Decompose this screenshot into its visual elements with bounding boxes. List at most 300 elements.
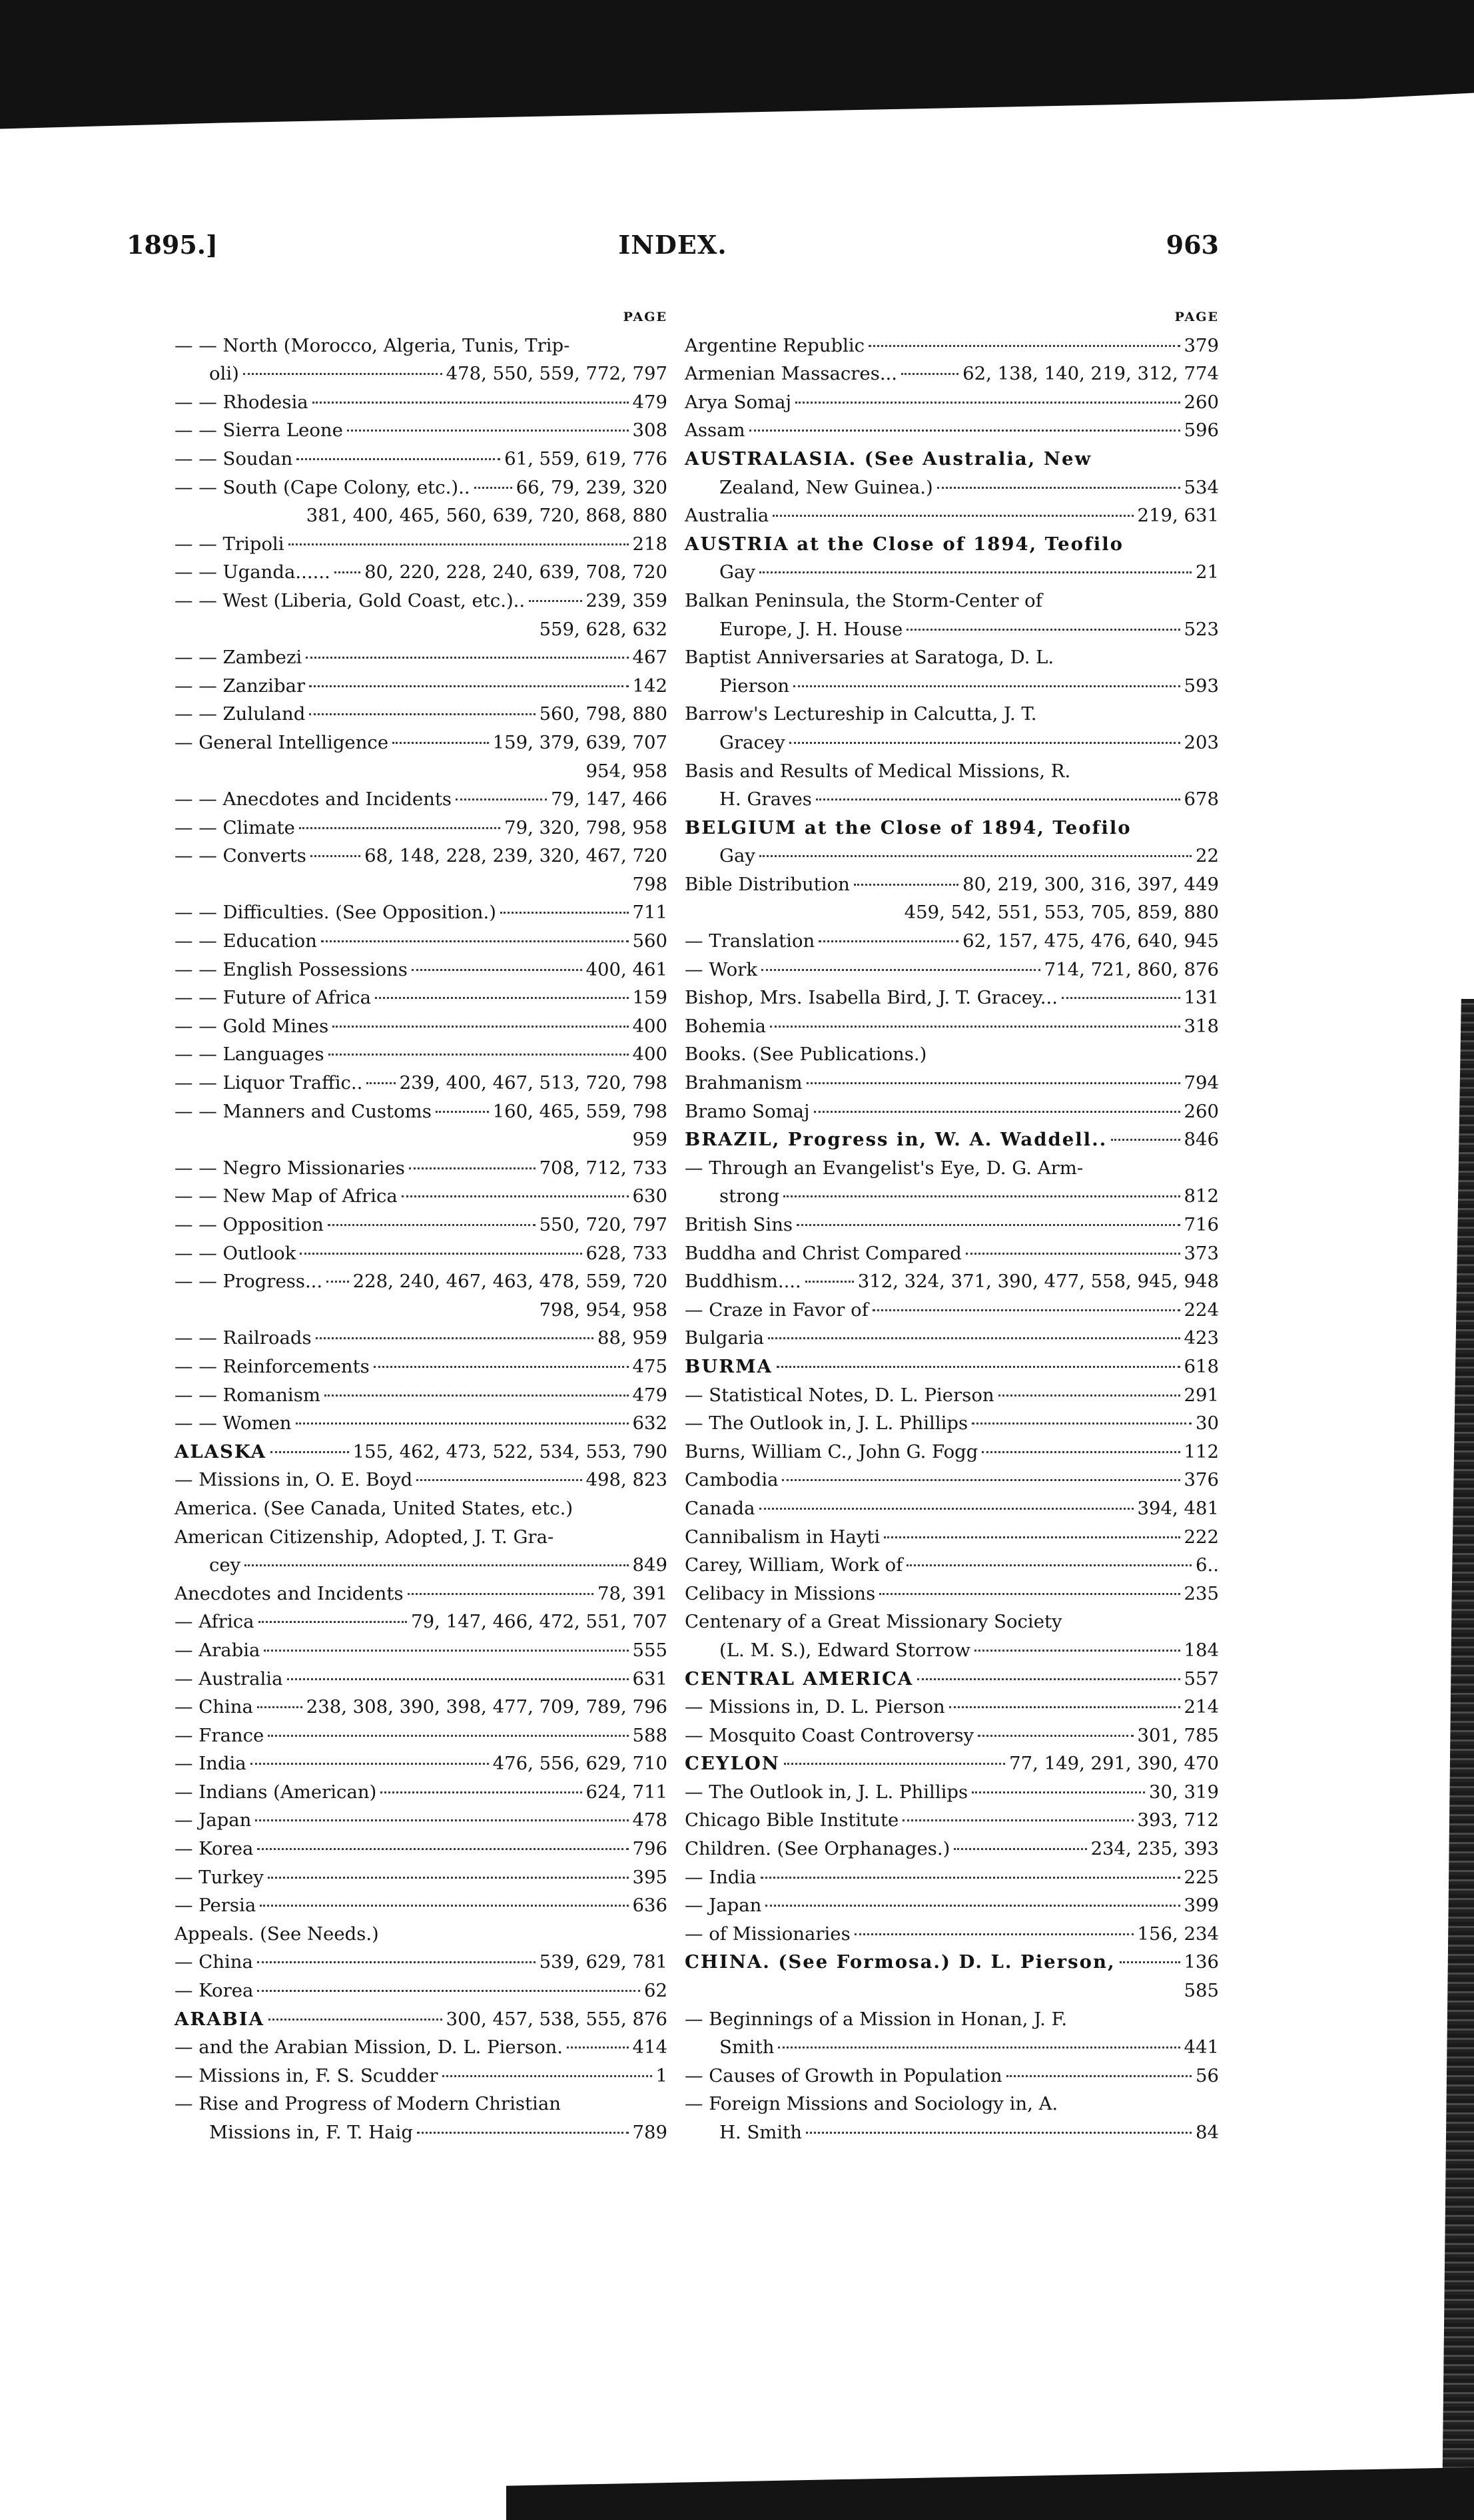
entry-pages: 142 (632, 675, 667, 697)
dot-leader (1111, 1139, 1180, 1141)
scan-dark-margin-top (0, 0, 1474, 150)
dot-leader (854, 884, 958, 886)
entry-pages: 308 (632, 420, 667, 442)
entry-pages: 557 (1184, 1668, 1219, 1690)
entry-title: cey (209, 1554, 241, 1576)
dot-leader (978, 1735, 1133, 1737)
dot-leader (807, 1082, 1180, 1084)
dot-leader (268, 1877, 629, 1879)
entry-title: ALASKA (175, 1440, 266, 1462)
entry-pages: 80, 220, 228, 240, 639, 708, 720 (364, 561, 667, 583)
entry-pages: 156, 234 (1137, 1923, 1219, 1945)
entry-title: Centenary of a Great Missionary Society (685, 1611, 1062, 1633)
entry-title: CHINA. (See Formosa.) D. L. Pierson, (685, 1951, 1116, 1973)
entry-pages: 796 (632, 1838, 667, 1860)
index-entry (685, 332, 1219, 360)
dot-leader (761, 1877, 1180, 1879)
entry-title: Argentine Republic (685, 334, 865, 356)
index-entry (175, 898, 667, 927)
entry-pages: 379 (1184, 334, 1219, 356)
index-entry (175, 332, 667, 360)
dot-leader (768, 1337, 1180, 1339)
entry-pages: 400 (632, 1044, 667, 1066)
dot-leader (392, 742, 488, 744)
entry-pages: 794 (1184, 1072, 1219, 1094)
running-header (127, 230, 1219, 270)
index-entry (175, 1722, 667, 1750)
dot-leader (270, 1451, 349, 1453)
entry-title: CEYLON (685, 1753, 780, 1775)
entry-pages: 708, 712, 733 (539, 1157, 667, 1179)
dot-leader (347, 430, 629, 432)
entry-title: ARABIA (175, 2008, 264, 2030)
index-entry (685, 1891, 1219, 1920)
entry-title: — Craze in Favor of (685, 1299, 869, 1321)
entry-title: — — Soudan (175, 448, 293, 470)
entry-pages: 400 (632, 1015, 667, 1037)
entry-title: Armenian Massacres... (685, 363, 898, 385)
index-entry (685, 2005, 1219, 2034)
entry-pages: 238, 308, 390, 398, 477, 709, 789, 796 (306, 1696, 667, 1718)
entry-title: — — Climate (175, 816, 295, 838)
index-entry-continuation (175, 870, 667, 899)
index-heading-entry (175, 1438, 667, 1466)
entry-pages: 260 (1184, 1100, 1219, 1122)
entry-pages: 159, 379, 639, 707 (492, 731, 667, 753)
index-entry (175, 814, 667, 842)
index-entry (175, 1806, 667, 1835)
index-entry (175, 1069, 667, 1098)
entry-pages: 478 (632, 1809, 667, 1831)
index-entry (175, 445, 667, 473)
entry-pages: 624, 711 (585, 1781, 667, 1803)
entry-pages: 1 (655, 2064, 667, 2086)
dot-leader (328, 1054, 629, 1056)
dot-leader (436, 1111, 489, 1113)
index-entry-continuation (175, 1296, 667, 1325)
entry-pages: 68, 148, 228, 239, 320, 467, 720 (364, 845, 667, 867)
entry-pages: 716 (1184, 1214, 1219, 1235)
dot-leader (855, 1933, 1134, 1935)
dot-leader (244, 1564, 628, 1566)
index-entry (175, 473, 667, 502)
index-entry-continuation (685, 898, 1219, 927)
entry-title: America. (See Canada, United States, etc.) (175, 1497, 573, 1519)
index-entry (685, 1296, 1219, 1325)
entry-title: Chicago Bible Institute (685, 1809, 899, 1831)
dot-leader (789, 742, 1180, 744)
index-entry (175, 1239, 667, 1268)
entry-pages: 618 (1184, 1355, 1219, 1377)
entry-pages: 301, 785 (1137, 1724, 1219, 1746)
index-entry (685, 1693, 1219, 1722)
entry-title: Pierson (719, 675, 790, 697)
entry-title: — — Tripoli (175, 533, 284, 555)
entry-pages: 630 (632, 1185, 667, 1207)
entry-pages: 62, 157, 475, 476, 640, 945 (962, 930, 1219, 952)
entry-title: — Through an Evangelist's Eye, D. G. Arm- (685, 1157, 1084, 1179)
entry-pages: 318 (1184, 1015, 1219, 1037)
entry-pages: 373 (1184, 1242, 1219, 1264)
dot-leader (1120, 1961, 1180, 1963)
index-entry (175, 2062, 667, 2090)
entry-title: — China (175, 1696, 253, 1718)
index-entry (175, 416, 667, 445)
index-entry (685, 2090, 1219, 2118)
dot-leader (309, 713, 535, 715)
dot-leader (260, 1905, 628, 1907)
entry-title: — — Reinforcements (175, 1355, 370, 1377)
index-heading-entry (685, 1125, 1219, 1154)
dot-leader (456, 798, 547, 800)
index-entry (685, 1806, 1219, 1835)
index-entry (175, 1098, 667, 1126)
entry-pages: 6.. (1196, 1554, 1219, 1576)
entry-title: — — English Possessions (175, 958, 408, 980)
dot-leader (442, 2075, 652, 2077)
index-entry (175, 1608, 667, 1636)
entry-title: — — Negro Missionaries (175, 1157, 405, 1179)
index-entry (175, 956, 667, 984)
dot-leader (873, 1309, 1180, 1311)
scan-dark-margin-bottom (506, 2467, 1474, 2520)
dot-leader (783, 1195, 1180, 1197)
index-entry (175, 1778, 667, 1807)
entry-pages: 235 (1184, 1582, 1219, 1604)
entry-pages: 849 (632, 1554, 667, 1576)
entry-title: — — Women (175, 1413, 292, 1434)
entry-title: Anecdotes and Incidents (175, 1582, 404, 1604)
header-title: INDEX. (618, 230, 727, 260)
dot-leader (326, 1281, 349, 1283)
dot-leader (816, 798, 1180, 800)
entry-pages: 218 (632, 533, 667, 555)
entry-pages: 155, 462, 473, 522, 534, 553, 790 (352, 1440, 667, 1462)
entry-title: American Citizenship, Adopted, J. T. Gra- (175, 1526, 554, 1548)
entry-title: Gay (719, 561, 755, 583)
dot-leader (288, 543, 629, 545)
entry-title: Bible Distribution (685, 873, 850, 895)
entry-title: Buddha and Christ Compared (685, 1242, 962, 1264)
header-page-number: 963 (1166, 230, 1219, 260)
entry-pages: 159 (632, 987, 667, 1009)
index-entry (685, 501, 1219, 530)
entry-title: — Japan (175, 1809, 252, 1831)
entry-title: H. Graves (719, 788, 812, 810)
dot-leader (310, 855, 360, 857)
index-entry (175, 1665, 667, 1694)
entry-title: — — South (Cape Colony, etc.).. (175, 476, 470, 498)
index-entry (175, 729, 667, 757)
index-entry (685, 1098, 1219, 1126)
dot-leader (998, 1395, 1180, 1397)
entry-pages: 714, 721, 860, 876 (1044, 958, 1219, 980)
entry-pages: 222 (1184, 1526, 1219, 1548)
index-entry (175, 700, 667, 729)
dot-leader (374, 1366, 629, 1368)
entry-pages: 631 (632, 1668, 667, 1690)
index-entry (175, 1636, 667, 1665)
entry-pages: 395 (632, 1866, 667, 1888)
dot-leader (529, 600, 581, 602)
index-entry (175, 1211, 667, 1239)
dot-leader (982, 1451, 1180, 1453)
index-entry (175, 672, 667, 701)
index-entry (685, 587, 1219, 615)
entry-pages: 77, 149, 291, 390, 470 (1009, 1753, 1219, 1775)
index-entry (175, 558, 667, 587)
entry-title: Gracey (719, 731, 785, 753)
index-entry (685, 1409, 1219, 1438)
entry-pages: 636 (632, 1895, 667, 1917)
entry-pages: 498, 823 (585, 1469, 667, 1491)
entry-title: Balkan Peninsula, the Storm-Center of (685, 589, 1042, 611)
index-entry (175, 1580, 667, 1608)
entry-title: Books. (See Publications.) (685, 1044, 927, 1066)
entry-pages: 376 (1184, 1469, 1219, 1491)
entry-title: — India (685, 1866, 757, 1888)
entry-pages: 846 (1184, 1129, 1219, 1151)
entry-pages: 30, 319 (1149, 1781, 1219, 1803)
index-entry (175, 927, 667, 956)
entry-pages: 66, 79, 239, 320 (516, 476, 667, 498)
dot-leader (797, 1224, 1180, 1226)
dot-leader (257, 1848, 628, 1850)
index-entry (685, 388, 1219, 417)
index-entry (175, 1409, 667, 1438)
dot-leader (884, 1536, 1180, 1538)
entry-title: British Sins (685, 1214, 793, 1235)
entry-title: — — Education (175, 930, 317, 952)
dot-leader (819, 940, 958, 942)
entry-pages: 300, 457, 538, 555, 876 (446, 2008, 667, 2030)
entry-title: — — Romanism (175, 1384, 320, 1406)
index-heading-entry (175, 2005, 667, 2034)
index-entry (175, 984, 667, 1012)
dot-leader (287, 1678, 629, 1680)
dot-leader (416, 1479, 581, 1481)
dot-leader (409, 1167, 536, 1169)
dot-leader (974, 1650, 1180, 1652)
entry-pages: 678 (1184, 788, 1219, 810)
entry-title: — Indians (American) (175, 1781, 377, 1803)
dot-leader (972, 1422, 1192, 1424)
dot-leader (1006, 2075, 1192, 2077)
dot-leader (257, 1990, 640, 1992)
index-entry (685, 1239, 1219, 1268)
index-entry-continuation (175, 1125, 667, 1154)
index-entry (685, 1267, 1219, 1296)
entry-title: — The Outlook in, J. L. Phillips (685, 1413, 968, 1434)
entry-title: CENTRAL AMERICA (685, 1668, 914, 1690)
dot-leader (954, 1848, 1086, 1850)
index-entry (175, 2033, 667, 2062)
entry-title: — General Intelligence (175, 731, 389, 753)
index-entry (685, 729, 1219, 757)
entry-pages: 476, 556, 629, 710 (492, 1753, 667, 1775)
index-entry (685, 1182, 1219, 1211)
entry-pages: 88, 959 (597, 1327, 667, 1349)
entry-pages: 414 (632, 2037, 667, 2058)
index-entry (685, 1722, 1219, 1750)
entry-title: Burns, William C., John G. Fogg (685, 1440, 978, 1462)
index-entry (685, 1324, 1219, 1353)
entry-title: — Missions in, D. L. Pierson (685, 1696, 945, 1718)
index-entry (175, 1466, 667, 1494)
entry-title: BRAZIL, Progress in, W. A. Waddell.. (685, 1129, 1108, 1151)
entry-pages: 80, 219, 300, 316, 397, 449 (962, 873, 1219, 895)
entry-pages: 79, 147, 466 (551, 788, 667, 810)
entry-pages: 394, 481 (1137, 1497, 1219, 1519)
entry-title: — — Anecdotes and Incidents (175, 788, 452, 810)
entry-pages: 239, 400, 467, 513, 720, 798 (399, 1072, 667, 1094)
entry-title: — — Outlook (175, 1242, 296, 1264)
index-entry (685, 1012, 1219, 1041)
dot-leader (255, 1819, 628, 1821)
entry-title: BELGIUM at the Close of 1894, Teofilo (685, 816, 1132, 838)
entry-title: — — Gold Mines (175, 1015, 329, 1037)
dot-leader (761, 969, 1040, 971)
index-entry (175, 1381, 667, 1410)
entry-pages: 954, 958 (585, 760, 667, 782)
entry-title: — Arabia (175, 1639, 260, 1661)
dot-leader (250, 1763, 489, 1765)
entry-title: — Missions in, F. S. Scudder (175, 2064, 438, 2086)
entry-title: — — Zanzibar (175, 675, 306, 697)
dot-leader (268, 1735, 628, 1737)
index-entry (685, 1040, 1219, 1069)
entry-pages: 560 (632, 930, 667, 952)
entry-title: oli) (209, 363, 239, 385)
entry-pages: 239, 359 (585, 589, 667, 611)
dot-leader (765, 1905, 1180, 1907)
entry-title: — China (175, 1951, 253, 1973)
entry-title: — — Uganda...... (175, 561, 330, 583)
dot-leader (759, 1508, 1134, 1510)
entry-pages: 539, 629, 781 (539, 1951, 667, 1973)
entry-title: AUSTRIA at the Close of 1894, Teofilo (685, 533, 1124, 555)
index-entry (685, 1920, 1219, 1949)
entry-title: (L. M. S.), Edward Storrow (719, 1639, 970, 1661)
entry-pages: 798 (632, 873, 667, 895)
index-entry (175, 1494, 667, 1523)
entry-pages: 61, 559, 619, 776 (504, 448, 667, 470)
entry-title: — of Missionaries (685, 1923, 851, 1945)
index-entry (685, 1863, 1219, 1892)
entry-pages: 219, 631 (1137, 505, 1219, 527)
entry-title: Bulgaria (685, 1327, 765, 1349)
dot-leader (334, 571, 360, 573)
entry-pages: 21 (1196, 561, 1219, 583)
entry-pages: 225 (1184, 1866, 1219, 1888)
dot-leader (805, 1281, 854, 1283)
entry-title: — — Zambezi (175, 647, 302, 669)
index-entry (175, 1977, 667, 2005)
entry-title: — — Future of Africa (175, 987, 371, 1009)
entry-title: — Beginnings of a Mission in Honan, J. F. (685, 2008, 1068, 2030)
entry-pages: 112 (1184, 1440, 1219, 1462)
entry-title: — — Difficulties. (See Opposition.) (175, 902, 496, 924)
index-heading-entry (685, 445, 1219, 473)
entry-pages: 475 (632, 1355, 667, 1377)
entry-title: — Africa (175, 1611, 254, 1633)
entry-title: — — Manners and Customs (175, 1100, 432, 1122)
index-entry (175, 1749, 667, 1778)
entry-title: H. Smith (719, 2122, 802, 2143)
entry-pages: 393, 712 (1137, 1809, 1219, 1831)
entry-title: Arya Somaj (685, 391, 792, 413)
header-year: 1895.] (127, 230, 218, 260)
entry-title: — Work (685, 958, 758, 980)
index-entry (175, 1040, 667, 1069)
dot-leader (257, 1706, 302, 1708)
entry-title: Children. (See Orphanages.) (685, 1838, 950, 1860)
index-entry (685, 2033, 1219, 2062)
entry-pages: 62, 138, 140, 219, 312, 774 (962, 363, 1219, 385)
entry-title: — Statistical Notes, D. L. Pierson (685, 1384, 994, 1406)
dot-leader (375, 997, 629, 999)
dot-leader (412, 969, 582, 971)
entry-pages: 588 (632, 1724, 667, 1746)
dot-leader (777, 1366, 1180, 1368)
entry-pages: 632 (632, 1413, 667, 1434)
entry-pages: 467 (632, 647, 667, 669)
index-heading-entry (685, 530, 1219, 559)
entry-title: — — Rhodesia (175, 391, 308, 413)
entry-title: Basis and Results of Medical Missions, R. (685, 760, 1071, 782)
index-entry (175, 1267, 667, 1296)
entry-title: Australia (685, 505, 769, 527)
dot-leader (500, 912, 629, 914)
entry-pages: 79, 147, 466, 472, 551, 707 (411, 1611, 667, 1633)
index-entry (175, 2090, 667, 2118)
entry-title: — Japan (685, 1895, 762, 1917)
index-entry (685, 1494, 1219, 1523)
entry-title: Zealand, New Guinea.) (719, 476, 933, 498)
entry-pages: 789 (632, 2122, 667, 2143)
index-heading-entry (685, 1948, 1219, 1977)
dot-leader (749, 430, 1180, 432)
dot-leader (312, 402, 629, 404)
entry-title: — Korea (175, 1838, 254, 1860)
entry-pages: 381, 400, 465, 560, 639, 720, 868, 880 (306, 505, 667, 527)
entry-title: — and the Arabian Mission, D. L. Pierson. (175, 2037, 563, 2058)
entry-pages: 62 (644, 1980, 667, 2002)
index-entry (685, 1154, 1219, 1183)
entry-title: AUSTRALASIA. (See Australia, New (685, 448, 1092, 470)
entry-title: — Australia (175, 1668, 283, 1690)
index-heading-entry (685, 1353, 1219, 1381)
index-entry (175, 587, 667, 615)
index-entry (685, 1778, 1219, 1807)
index-entry (685, 2118, 1219, 2147)
entry-title: — Translation (685, 930, 815, 952)
entry-pages: 459, 542, 551, 553, 705, 859, 880 (904, 902, 1219, 924)
entry-title: — — West (Liberia, Gold Coast, etc.).. (175, 589, 526, 611)
entry-title: strong (719, 1185, 780, 1207)
dot-leader (901, 373, 958, 375)
dot-leader (770, 1026, 1180, 1028)
index-entry (685, 1835, 1219, 1863)
entry-title: Barrow's Lectureship in Calcutta, J. T. (685, 703, 1037, 725)
entry-pages: 214 (1184, 1696, 1219, 1718)
entry-title: — — Converts (175, 845, 306, 867)
entry-pages: 812 (1184, 1185, 1219, 1207)
entry-pages: 184 (1184, 1639, 1219, 1661)
dot-leader (782, 1479, 1180, 1481)
entry-title: — — Languages (175, 1044, 324, 1066)
dot-leader (268, 2019, 442, 2021)
